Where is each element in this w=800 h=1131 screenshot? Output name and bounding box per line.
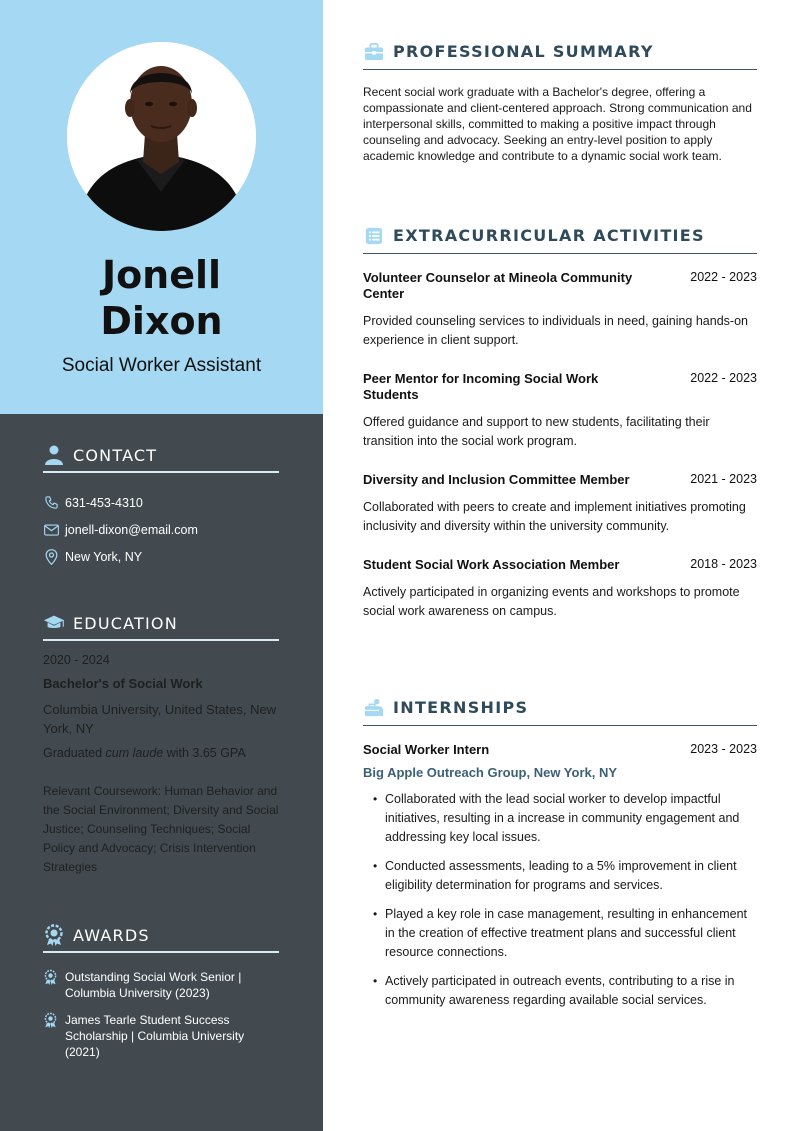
activity-item [363,270,757,350]
summary-section [363,38,757,164]
full-name [0,252,323,344]
internship-bullet: • Actively participated in outreach events, contributing to a rise in community awareness regarding available social services. [363,972,757,1010]
activities-heading [363,222,757,254]
phone-number: 631-453-4310 [65,495,143,510]
graduation-suffix: with 3.65 GPA [163,746,246,760]
profile-photo [67,42,256,231]
award-item [43,969,279,1001]
internship-bullet: • Conducted assessments, leading to a 5% improvement in client eligibility determination for programs and services. [363,857,757,895]
summary-heading [363,38,757,70]
activities-section [363,222,757,621]
education-section [43,611,279,877]
activity-date: 2018 - 2023 [690,557,757,571]
last-name: Dixon [100,299,223,343]
location-text: New York, NY [65,549,143,564]
award-item-icon [43,1012,59,1028]
email-address: jonell-dixon@email.com [65,522,198,537]
award-item-icon [43,969,59,985]
award-badge-icon [43,924,65,946]
activity-item [363,557,757,621]
activity-description: Collaborated with peers to create and implement initiatives promoting inclusivity and diversity within the university community. [363,500,746,533]
graduation-honor: cum laude [105,746,164,760]
activity-description: Offered guidance and support to new students, facilitating their transition into the social work program. [363,415,710,448]
job-title: Social Worker Assistant [61,355,262,376]
internships-heading [363,694,757,726]
internship-bullet: • Played a key role in case management, resulting in enhancement in the creation of effective treatment plans and successful client resource connections. [363,905,757,962]
activities-heading-text: EXTRACURRICULAR ACTIVITIES [393,226,705,245]
awards-heading [43,923,279,953]
internship-bullets [363,790,757,1010]
awards-section [43,923,279,1060]
internships-heading-text: INTERNSHIPS [393,698,529,717]
education-heading [43,611,279,641]
education-school: Columbia University, United States, New York, NY [43,702,277,736]
education-years: 2020 - 2024 [43,653,110,667]
summary-text: Recent social work graduate with a Bachelor's degree, offering a compassionate and client-centered approach. Strong communication and interpersonal skills, committed to making a positive impact through counseling and advocacy. Seeking an entry-level position to apply academic knowledge and contribute to a dynamic social work team. [363,85,752,163]
envelope-icon [43,522,59,538]
activity-title: Volunteer Counselor at Mineola Community Center [363,270,633,301]
education-degree: Bachelor's of Social Work [43,676,203,691]
awards-heading-text: AWARDS [73,925,150,945]
activity-title: Diversity and Inclusion Committee Member [363,472,630,487]
activity-description: Actively participated in organizing events and workshops to promote social work awareness on campus. [363,585,740,618]
summary-heading-text: PROFESSIONAL SUMMARY [393,42,654,61]
contact-phone[interactable] [43,489,279,516]
activity-date: 2021 - 2023 [690,472,757,486]
internship-bullet: • Collaborated with the lead social worker to develop impactful initiatives, resulting in a increase in community engagement and addressing key local issues. [363,790,757,847]
sidebar-header [0,0,323,414]
internship-organization: Big Apple Outreach Group, New York, NY [363,765,618,780]
education-heading-text: EDUCATION [73,613,178,633]
award-item-text: Outstanding Social Work Senior | Columbia University (2023) [65,970,242,1000]
graduation-prefix: Graduated [43,746,106,760]
activity-date: 2022 - 2023 [690,371,757,385]
contact-email[interactable] [43,516,279,543]
education-coursework: Relevant Coursework: Human Behavior and the Social Environment; Diversity and Social Justice; Counseling Techniques; Social Policy and Advocacy; Crisis Intervention Strategies [43,784,279,874]
phone-icon [43,495,59,511]
list-icon [363,225,385,247]
briefcase-person-icon [363,697,385,719]
contact-location [43,543,279,570]
graduation-cap-icon [43,612,65,634]
education-graduation [43,746,279,760]
portrait-photo-icon [67,42,256,231]
internship-title: Social Worker Intern [363,742,490,757]
activity-item [363,371,757,451]
activity-description: Provided counseling services to individuals in need, gaining hands-on experience in client support. [363,314,748,347]
briefcase-icon [363,41,385,63]
first-name: Jonell [101,253,222,297]
activity-item [363,472,757,536]
award-item-text: James Tearle Student Success Scholarship | Columbia University (2021) [65,1013,245,1059]
contact-heading [43,443,279,473]
activity-title: Peer Mentor for Incoming Social Work Students [363,371,599,402]
internship-date: 2023 - 2023 [690,742,757,756]
contact-section [43,443,279,570]
contact-heading-text: CONTACT [73,445,158,465]
internship-header [363,742,757,757]
activity-title: Student Social Work Association Member [363,557,620,572]
internships-section [363,694,757,1020]
activity-date: 2022 - 2023 [690,270,757,284]
award-item [43,1012,279,1060]
map-pin-icon [43,549,59,565]
person-icon [43,444,65,466]
